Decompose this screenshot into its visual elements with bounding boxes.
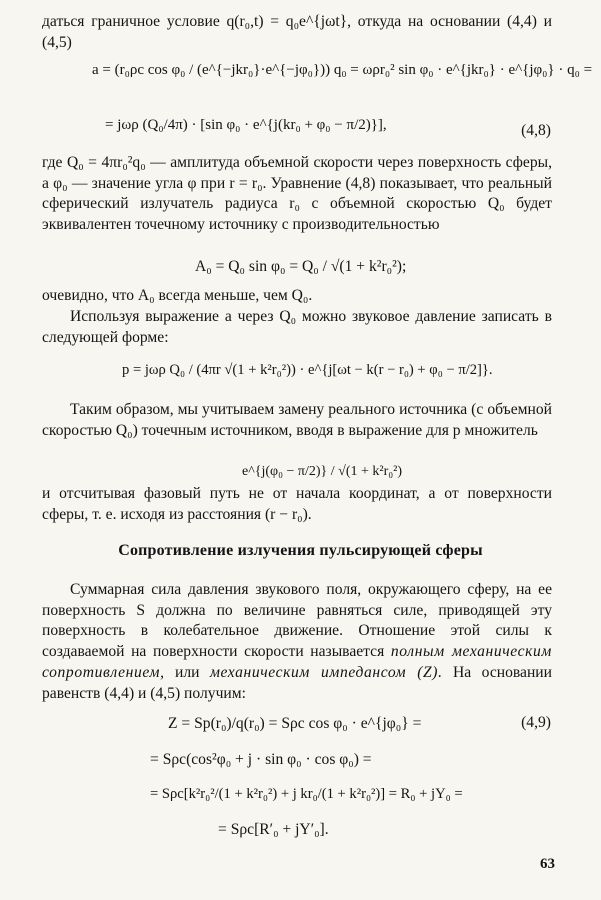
paragraph-6-text-c: На основании равенств (4,4) и (4,5) получим: (42, 663, 552, 702)
paragraph-1: даться граничное условие q(r₀,t) = q₀e^{jωt}, откуда на основании (4,4) и (4,5) (42, 13, 552, 51)
paragraph-4: Используя выражение a через Q₀ можно звуковое давление записать в следующей форме: (42, 308, 552, 346)
equation-4-8-number: (4,8) (521, 122, 551, 139)
term-mechanical-impedance: механическим импедансом (Z). (209, 663, 443, 681)
equation-4-9-line-3: = Sρc[k²r₀²/(1 + k²r₀²) + j kr₀/(1 + k²r₀²)] = R₀ + jY₀ = (150, 786, 463, 802)
equation-4-9-line-4: = Sρc[R′₀ + jY′₀]. (218, 821, 329, 838)
page-number: 63 (540, 856, 555, 872)
equation-pressure: p = jωρ Q₀ / (4πr √(1 + k²r₀²)) · e^{j[ωt − k(r − r₀) + φ₀ − π/2]}. (122, 362, 493, 378)
equation-a0: A₀ = Q₀ sin φ₀ = Q₀ / √(1 + k²r₀²); (195, 258, 407, 275)
paragraph-6 (42, 580, 552, 704)
equation-4-9-number: (4,9) (521, 714, 551, 731)
equation-4-8-line-1: a = (r₀ρc cos φ₀ / (e^{−jkr₀}·e^{−jφ₀})) q₀ = ωρr₀² sin φ₀ · e^{jkr₀} · e^{jφ₀} · q₀ = (92, 62, 593, 78)
section-heading: Сопротивление излучения пульсирующей сферы (118, 542, 483, 559)
equation-4-9-line-1: Z = Sp(r₀)/q(r₀) = Sρc cos φ₀ · e^{jφ₀} = (168, 715, 422, 732)
term-full-mechanical-resistance: полным механическим сопротивлением, (42, 643, 552, 681)
paragraph-3: очевидно, что A₀ всегда меньше, чем Q₀. (42, 287, 313, 304)
factor-expression: e^{j(φ₀ − π/2)} / √(1 + k²r₀²) (242, 464, 402, 479)
paragraph-5a: Таким образом, мы учитываем замену реального источника (с объемной скоростью Q₀) точечным источником, вводя в выражение для p множитель (42, 401, 552, 439)
paragraph-6-text-a: Суммарная сила давления звукового поля, окружающего сферу, на ее поверхность S должна по величине равняться силе, приводящей эту поверхность в колебательное движение. Отношение этой силы к создаваемой на поверхности скорости называется (42, 581, 552, 661)
equation-4-9-line-2: = Sρc(cos²φ₀ + j · sin φ₀ · cos φ₀) = (150, 751, 372, 768)
paragraph-6-text-b: или (175, 663, 200, 681)
paragraph-2: где Q₀ = 4πr₀²q₀ — амплитуда объемной скорости через поверхность сферы, а φ₀ — значение угла φ при r = r₀. Уравнение (4,8) показывает, что реальный сферический излучатель радиуса r₀ с объемной скоростью Q₀ будет эквивалентен точечному источнику с производительностью (42, 154, 552, 234)
equation-4-8-line-2: = jωρ (Q₀/4π) · [sin φ₀ · e^{j(kr₀ + φ₀ − π/2)}], (105, 117, 387, 133)
paragraph-5b: и отсчитывая фазовый путь не от начала координат, а от поверхности сферы, т. е. исходя из расстояния (r − r₀). (42, 485, 552, 523)
